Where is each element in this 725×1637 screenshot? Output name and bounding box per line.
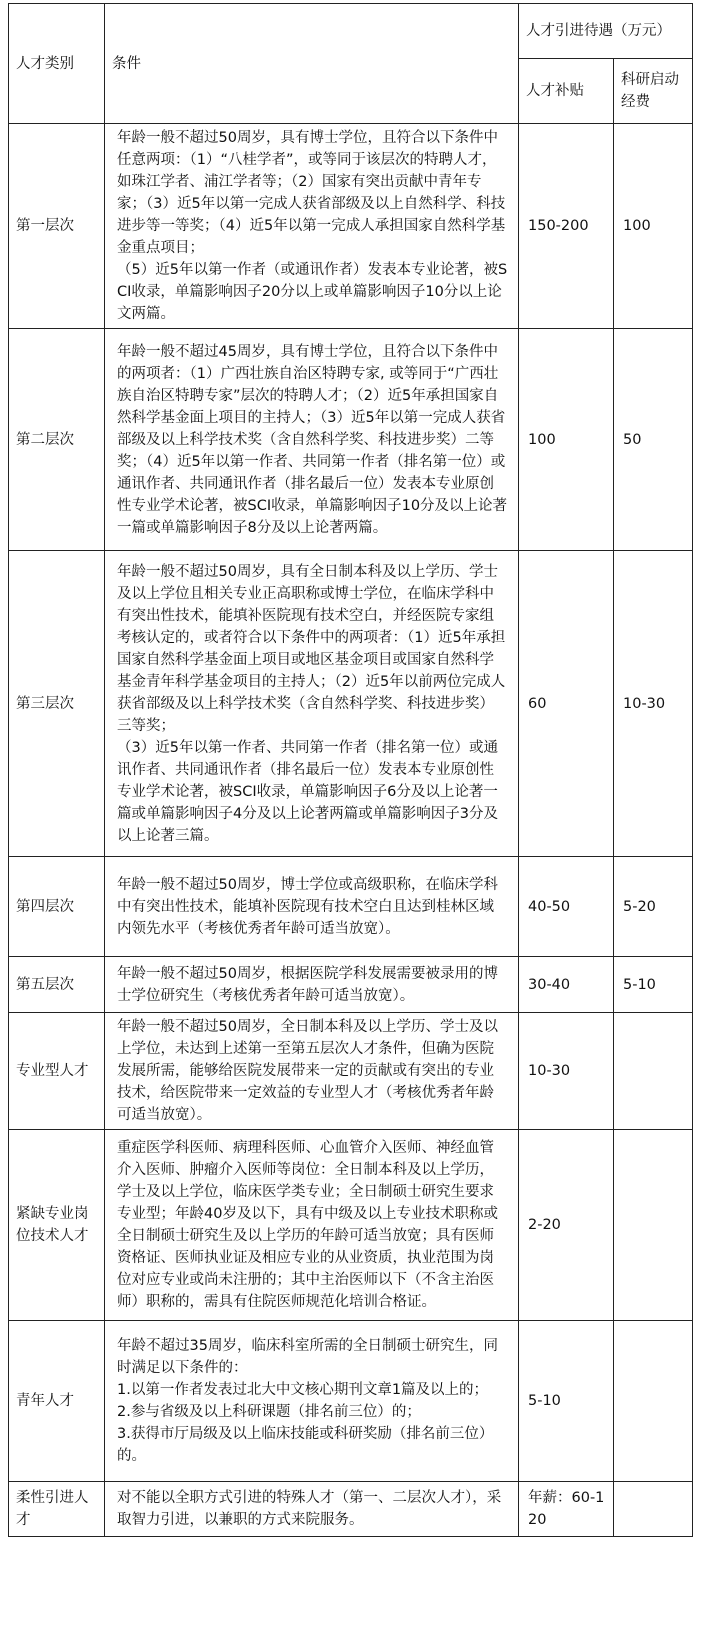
condition-cell: 重症医学科医师、病理科医师、心血管介入医师、神经血管介入医师、肿瘤介入医师等岗位：全日制本科及以上学历，学士及以上学位，临床医学类专业；全日制硕士研究生要求专业型；年龄40岁及以下，具有中级及以上专业技术职称或全日制硕士研究生及以上学历的年龄可适当放宽；具有医师资格证、医师执业证及相应专业的从业资质，执业范围为岗位对应专业或尚未注册的；其中主治医师以下（不含主治医师）职称的，需具有住院医师规范化培训合格证。: [105, 1130, 519, 1321]
subsidy-cell: 100: [519, 329, 614, 551]
category-cell: 柔性引进人才: [9, 1482, 105, 1537]
funds-cell: 50: [614, 329, 693, 551]
funds-cell: 5-20: [614, 857, 693, 957]
header-row: [9, 4, 693, 59]
condition-cell: 年龄一般不超过50周岁，博士学位或高级职称，在临床学科中有突出性技术，能填补医院现有技术空白且达到桂林区域内领先水平（考核优秀者年龄可适当放宽）。: [105, 857, 519, 957]
subsidy-cell: 10-30: [519, 1013, 614, 1130]
condition-cell: 年龄一般不超过50周岁，具有博士学位，且符合以下条件中任意两项：（1）“八桂学者”，或等同于该层次的特聘人才，如珠江学者、浦江学者等；（2）国家有突出贡献中青年专家；（3）近5年以第一完成人获省部级及以上自然科学、科技进步等一等奖；（4）近5年以第一完成人承担国家自然科学基金重点项目； （5）近5年以第一作者（或通讯作者）发表本专业论著，被SCI收录，单篇影响因子20分以上或单篇影响因子10分以上论文两篇。: [105, 124, 519, 329]
table-row: [9, 124, 693, 329]
table-row: [9, 1013, 693, 1130]
funds-cell: [614, 1482, 693, 1537]
category-cell: 第四层次: [9, 857, 105, 957]
funds-cell: [614, 1013, 693, 1130]
table-row: [9, 1482, 693, 1537]
category-cell: 青年人才: [9, 1321, 105, 1482]
talent-table: [8, 3, 693, 1537]
category-cell: 第三层次: [9, 551, 105, 857]
header-subsidy: 人才补贴: [519, 59, 614, 124]
condition-cell: 年龄不超过35周岁，临床科室所需的全日制硕士研究生，同时满足以下条件的： 1.以第一作者发表过北大中文核心期刊文章1篇及以上的； 2.参与省级及以上科研课题（排名前三位）的； 3.获得市厅局级及以上临床技能或科研奖励（排名前三位）的。: [105, 1321, 519, 1482]
condition-cell: 年龄一般不超过45周岁，具有博士学位，且符合以下条件中的两项者：（1）广西壮族自治区特聘专家, 或等同于“广西壮族自治区特聘专家”层次的特聘人才；（2）近5年承担国家自然科学基金面上项目的主持人；（3）近5年以第一完成人获省部级及以上科学技术奖（含自然科学奖、科技进步奖）二等奖；（4）近5年以第一作者、共同第一作者（排名第一位）或通讯作者、共同通讯作者（排名最后一位）发表本专业原创性专业学术论著，被SCI收录，单篇影响因子10分及以上论著一篇或单篇影响因子8分及以上论著两篇。: [105, 329, 519, 551]
subsidy-cell: 2-20: [519, 1130, 614, 1321]
condition-cell: 年龄一般不超过50周岁，根据医院学科发展需要被录用的博士学位研究生（考核优秀者年龄可适当放宽）。: [105, 957, 519, 1013]
subsidy-cell: 150-200: [519, 124, 614, 329]
subsidy-cell: 5-10: [519, 1321, 614, 1482]
table-row: [9, 1130, 693, 1321]
category-cell: 第一层次: [9, 124, 105, 329]
header-condition: 条件: [105, 4, 519, 124]
condition-cell: 年龄一般不超过50周岁，具有全日制本科及以上学历、学士及以上学位且相关专业正高职称或博士学位，在临床学科中有突出性技术，能填补医院现有技术空白，并经医院专家组考核认定的，或者符合以下条件中的两项者：（1）近5年承担国家自然科学基金面上项目或地区基金项目或国家自然科学基金青年科学基金项目的主持人；（2）近5年以前两位完成人获省部级及以上科学技术奖（含自然科学奖、科技进步奖）三等奖； （3）近5年以第一作者、共同第一作者（排名第一位）或通讯作者、共同通讯作者（排名最后一位）发表本专业原创性专业学术论著，被SCI收录，单篇影响因子6分及以上论著一篇或单篇影响因子4分及以上论著两篇或单篇影响因子3分及以上论著三篇。: [105, 551, 519, 857]
table-row: [9, 957, 693, 1013]
header-treatment: 人才引进待遇（万元）: [519, 4, 693, 59]
subsidy-cell: 60: [519, 551, 614, 857]
condition-cell: 对不能以全职方式引进的特殊人才（第一、二层次人才），采取智力引进，以兼职的方式来院服务。: [105, 1482, 519, 1537]
funds-cell: 100: [614, 124, 693, 329]
funds-cell: 5-10: [614, 957, 693, 1013]
funds-cell: [614, 1130, 693, 1321]
table-row: [9, 1321, 693, 1482]
header-research-funds: 科研启动经费: [614, 59, 693, 124]
table-row: [9, 551, 693, 857]
category-cell: 紧缺专业岗位技术人才: [9, 1130, 105, 1321]
subsidy-cell: 40-50: [519, 857, 614, 957]
table-row: [9, 857, 693, 957]
subsidy-cell: 年薪：60-120: [519, 1482, 614, 1537]
condition-cell: 年龄一般不超过50周岁，全日制本科及以上学历、学士及以上学位，未达到上述第一至第五层次人才条件，但确为医院发展所需，能够给医院发展带来一定的贡献或有突出的专业技术，给医院带来一定效益的专业型人才（考核优秀者年龄可适当放宽）。: [105, 1013, 519, 1130]
subsidy-cell: 30-40: [519, 957, 614, 1013]
funds-cell: 10-30: [614, 551, 693, 857]
header-category: 人才类别: [9, 4, 105, 124]
table-row: [9, 329, 693, 551]
category-cell: 第五层次: [9, 957, 105, 1013]
funds-cell: [614, 1321, 693, 1482]
category-cell: 第二层次: [9, 329, 105, 551]
category-cell: 专业型人才: [9, 1013, 105, 1130]
